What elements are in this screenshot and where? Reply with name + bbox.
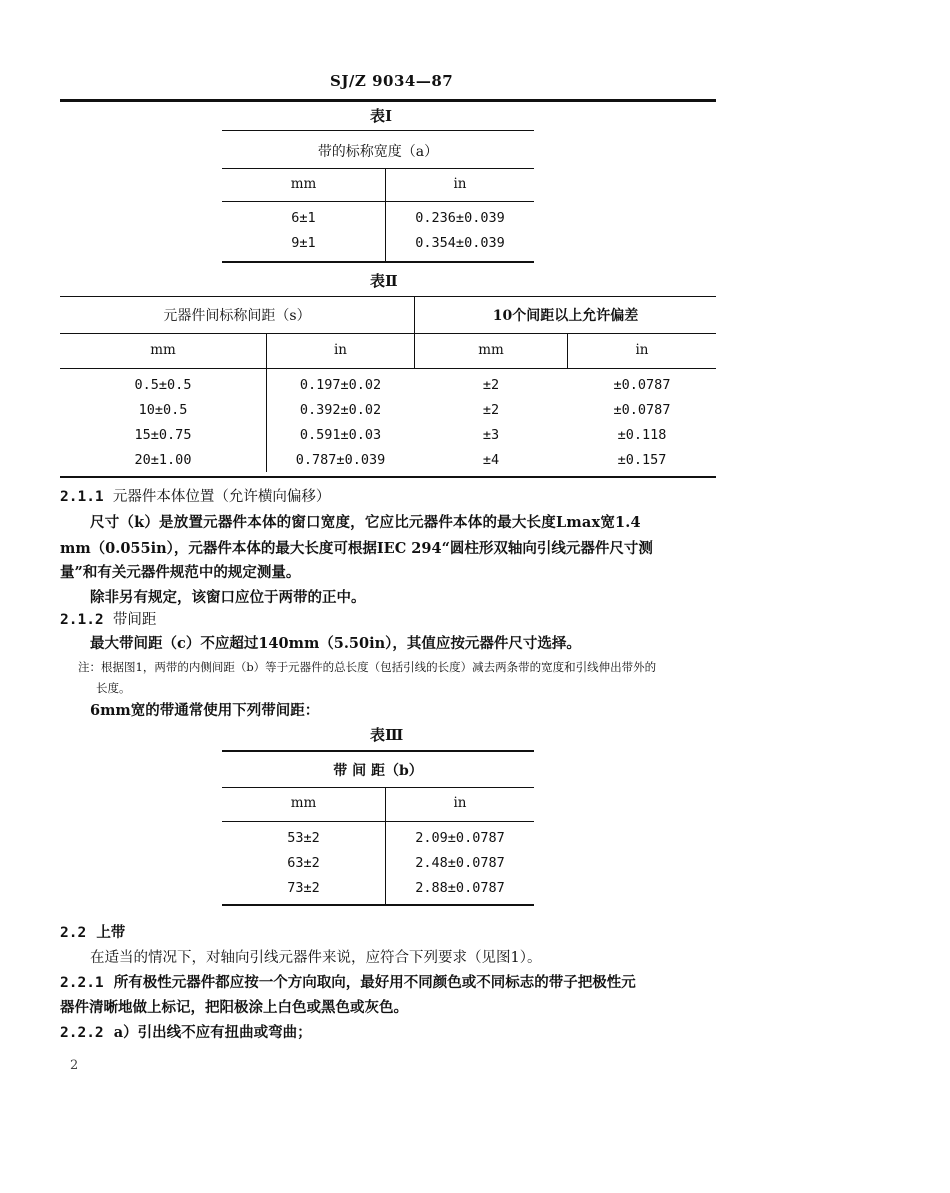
table2-group-divider [414,297,415,333]
table1-row1-in: 0.236±0.039 [415,210,505,226]
table2-row4-in: 0.787±0.039 [295,452,386,468]
section-number: 2.1.2 [60,612,104,628]
table1-top-rule [222,130,534,131]
table2-row2-mm: 10±0.5 [138,402,188,418]
table2-row4-mm: 20±1.00 [134,452,192,468]
table1-caption: 表Ⅰ [370,107,393,125]
table2-row3-tol-in: ±0.118 [617,427,667,443]
table2-group2: 10个间距以上允许偏差 [492,308,639,324]
s212-para1: 最大带间距（c）不应超过140mm（5.50in），其值应按元器件尺寸选择。 [90,635,581,652]
table3-title-rule [222,787,534,788]
section-number: 2.2 [60,925,87,941]
s212-para2: 6mm宽的带通常使用下列带间距： [90,702,320,719]
table2-bottom-rule [60,476,716,478]
section-title: 上带 [96,924,126,941]
table3-caption: 表Ⅲ [370,726,404,744]
s221-line2: 器件清晰地做上标记，把阳极涂上白色或黑色或灰色。 [60,999,408,1016]
table3-row1-mm: 53±2 [287,830,320,846]
table2-col-mm1: mm [150,342,176,358]
table1-row2-mm: 9±1 [291,235,316,251]
table2-row3-in: 0.591±0.03 [299,427,382,443]
table2-row3-tol-mm: ±3 [482,427,500,443]
table2-top-rule [60,296,716,297]
table1-head-rule [222,201,534,202]
table2-group1: 元器件间标称间距（s） [163,308,311,324]
table2-head-rule [60,368,716,369]
section-2-1-1-heading [60,486,330,508]
s212-note-line2: 长度。 [96,681,131,695]
table2-row3-mm: 15±0.75 [134,427,192,443]
section-title: 元器件本体位置（允许横向偏移） [112,489,331,505]
section-number: 2.2.1 [60,975,104,991]
table2-group-rule [60,333,716,334]
s212-note-line1: 注：根据图1，两带的内侧间距（b）等于元器件的总长度（包括引线的长度）减去两条带的宽度和引线伸出带外的 [78,660,657,674]
table3-row2-mm: 63±2 [287,855,320,871]
table3-col-in: in [453,795,467,811]
section-2-2-heading [60,922,125,944]
table2-col-in2: in [635,342,649,358]
s222-text: a）引出线不应有扭曲或弯曲； [113,1024,312,1041]
table2-row1-in: 0.197±0.02 [299,377,382,393]
table1-title-rule [222,168,534,169]
s211-para1-line3: 量”和有关元器件规范中的规定测量。 [60,564,301,581]
s22-para: 在适当的情况下，对轴向引线元器件来说，应符合下列要求（见图1）。 [90,950,542,966]
header-rule [60,99,716,102]
section-number: 2.1.1 [60,489,104,505]
s221-line1: 所有极性元器件都应按一个方向取向，最好用不同颜色或不同标志的带子把极性元 [113,974,636,991]
s211-para1-line2: mm（0.055in），元器件本体的最大长度可根据IEC 294“圆柱形双轴向引线元器件尺寸测 [60,540,653,557]
table2-row2-tol-mm: ±2 [482,402,500,418]
s211-para2: 除非另有规定，该窗口应位于两带的正中。 [90,589,366,606]
section-number: 2.2.2 [60,1025,104,1041]
table3-bottom-rule [222,904,534,906]
s211-para1-line1: 尺寸（k）是放置元器件本体的窗口宽度，它应比元器件本体的最大长度Lmax宽1.4 [90,514,641,531]
table2-caption: 表Ⅱ [370,272,398,290]
table1-row1-mm: 6±1 [291,210,316,226]
table3-row2-in: 2.48±0.0787 [415,855,505,871]
table1-col-in: in [453,176,467,192]
table2-row2-in: 0.392±0.02 [299,402,382,418]
table1-title: 带的标称宽度（a） [317,144,439,160]
page-number: 2 [70,1058,79,1073]
table2-col-in1: in [333,342,347,358]
table1-col-mm: mm [290,176,317,192]
table2-row2-tol-in: ±0.0787 [613,402,671,418]
table3-top-rule [222,750,534,752]
table2-row4-tol-mm: ±4 [482,452,500,468]
table2-row4-tol-in: ±0.157 [617,452,667,468]
section-2-2-1-line1 [60,972,636,994]
table2-row1-tol-in: ±0.0787 [613,377,671,393]
table3-row1-in: 2.09±0.0787 [415,830,505,846]
table2-col-mm2: mm [478,342,504,358]
table2-row1-mm: 0.5±0.5 [134,377,192,393]
table2-row1-tol-mm: ±2 [482,377,500,393]
table3-col-mm: mm [290,795,317,811]
section-title: 带间距 [112,612,157,628]
table3-title: 带 间 距（b） [333,763,423,779]
table1-row2-in: 0.354±0.039 [415,235,505,251]
table3-row3-mm: 73±2 [287,880,320,896]
table3-head-rule [222,821,534,822]
section-2-2-2 [60,1022,312,1044]
table3-row3-in: 2.88±0.0787 [415,880,505,896]
section-2-1-2-heading [60,609,156,631]
table1-bottom-rule [222,261,534,263]
document-code: SJ/Z 9034—87 [330,72,454,90]
